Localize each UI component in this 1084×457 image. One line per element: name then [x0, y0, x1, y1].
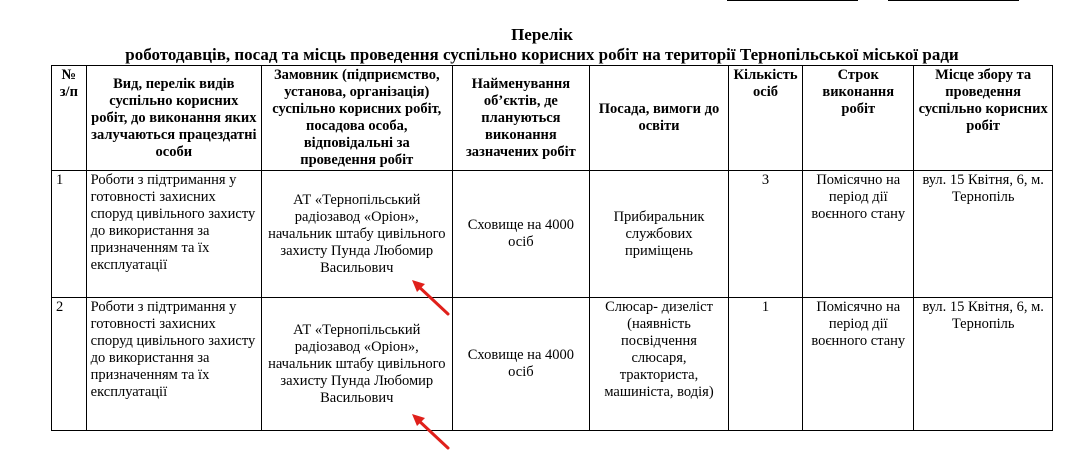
cell-count: 1: [728, 298, 802, 431]
cell-term: Помісячно на період дії воєнного стану: [803, 171, 914, 298]
header-count: Кількість осіб: [728, 66, 802, 171]
header-customer: Замовник (підприємство, установа, організація) суспільно корисних робіт, посадова особа, відповідальні за проведення робіт: [261, 66, 452, 171]
cell-customer: АТ «Тернопільський радіозавод «Оріон», начальник штабу цивільного захисту Пунда Любомир Васильович: [261, 298, 452, 431]
header-num: № з/п: [52, 66, 87, 171]
top-rule-left: [727, 0, 858, 1]
cell-customer: АТ «Тернопільський радіозавод «Оріон», начальник штабу цивільного захисту Пунда Любомир Васильович: [261, 171, 452, 298]
header-objects: Найменування об’єктів, де плануються виконання зазначених робіт: [452, 66, 590, 171]
cell-objects: Сховище на 4000 осіб: [452, 171, 590, 298]
cell-num: 1: [52, 171, 87, 298]
cell-place: вул. 15 Квітня, 6, м. Тернопіль: [914, 298, 1053, 431]
header-place: Місце збору та проведення суспільно корисних робіт: [914, 66, 1053, 171]
table-row: [52, 171, 1053, 298]
cell-position: Слюсар- дизеліст (наявність посвідчення слюсаря, тракториста, машиніста, водія): [590, 298, 729, 431]
red-arrow-icon: [408, 276, 452, 318]
cell-type: Роботи з підтримання у готовності захисних споруд цивільного захисту до використання за призначенням та їх експлуатації: [86, 171, 261, 298]
table-header-row: [52, 66, 1053, 171]
cell-num: 2: [52, 298, 87, 431]
cell-count: 3: [728, 171, 802, 298]
header-term: Строк виконання робіт: [803, 66, 914, 171]
table-row: [52, 298, 1053, 431]
page-title: Перелік: [511, 25, 573, 44]
top-rule-right: [888, 0, 1019, 1]
cell-place: вул. 15 Квітня, 6, м. Тернопіль: [914, 171, 1053, 298]
header-position: Посада, вимоги до освіти: [590, 66, 729, 171]
page-subtitle: роботодавців, посад та місць проведення суспільно корисних робіт на території Тернопільської міської ради: [125, 45, 959, 64]
red-arrow-icon: [408, 410, 452, 452]
header-type: Вид, перелік видів суспільно корисних робіт, до виконання яких залучаються працездатні особи: [86, 66, 261, 171]
cell-term: Помісячно на період дії воєнного стану: [803, 298, 914, 431]
cell-type: Роботи з підтримання у готовності захисних споруд цивільного захисту до використання за призначенням та їх експлуатації: [86, 298, 261, 431]
employers-table: [51, 65, 1053, 431]
cell-position: Прибиральник службових приміщень: [590, 171, 729, 298]
cell-objects: Сховище на 4000 осіб: [452, 298, 590, 431]
